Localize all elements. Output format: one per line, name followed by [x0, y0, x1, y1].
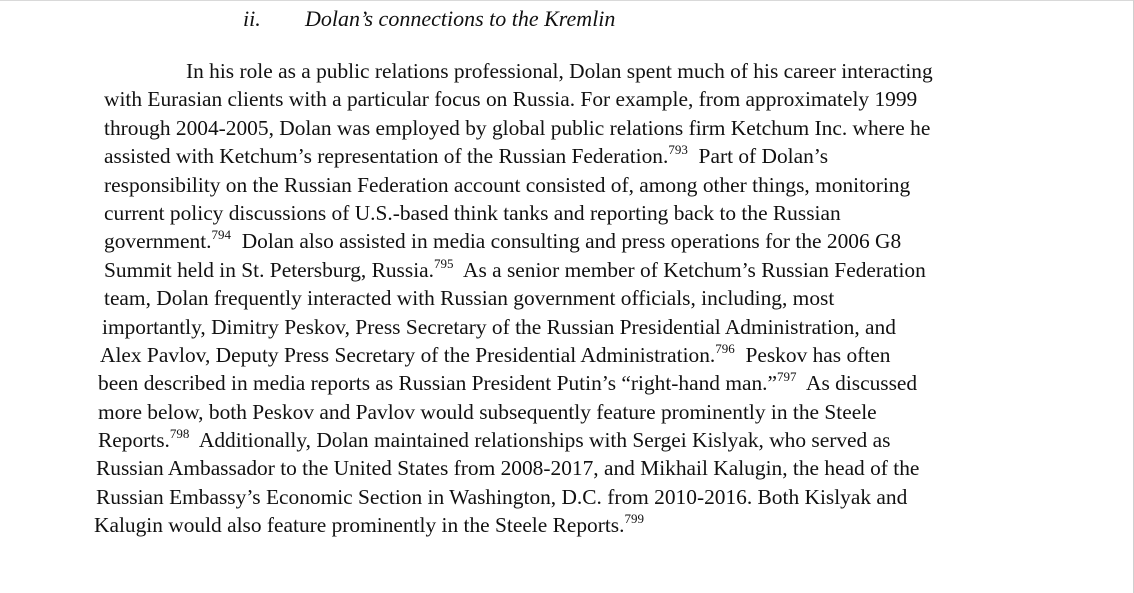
line-text: In his role as a public relations professional, Dolan spent much of his career interacting	[186, 59, 933, 83]
line-text: current policy discussions of U.S.-based think tanks and reporting back to the Russian	[104, 200, 841, 225]
paragraph-line	[94, 284, 1124, 312]
line-text-continued: Peskov has often	[734, 342, 891, 367]
line-text-continued: As discussed	[796, 371, 918, 396]
line-text: Alex Pavlov, Deputy Press Secretary of the Presidential Administration.	[100, 342, 716, 367]
paragraph-line	[94, 142, 1124, 170]
paragraph-line	[94, 85, 1124, 113]
paragraph-line	[94, 256, 1124, 284]
line-text-continued: Dolan also assisted in media consulting and press operations for the 2006 G8	[231, 229, 902, 254]
line-text: Kalugin would also feature prominently in the Steele Reports.	[94, 513, 625, 538]
paragraph-line	[94, 171, 1124, 199]
line-text: Summit held in St. Petersburg, Russia.	[104, 257, 434, 282]
section-number: ii.	[243, 6, 261, 31]
footnote-marker[interactable]: 793	[668, 142, 688, 158]
footnote-marker[interactable]: 797	[777, 369, 797, 385]
line-text: more below, both Peskov and Pavlov would subsequently feature prominently in the Steele	[98, 399, 877, 424]
line-text-continued: As a senior member of Ketchum’s Russian Federation	[453, 257, 926, 282]
paragraph-line	[94, 426, 1124, 454]
line-text: through 2004-2005, Dolan was employed by global public relations firm Ketchum Inc. where he	[104, 115, 931, 140]
section-title: Dolan’s connections to the Kremlin	[305, 6, 616, 31]
paragraph-line	[94, 341, 1124, 369]
line-text: Reports.	[98, 428, 170, 453]
paragraph-line	[94, 398, 1124, 426]
body-paragraph	[94, 57, 1124, 540]
line-text: been described in media reports as Russian President Putin’s “right-hand man.”	[98, 371, 777, 396]
footnote-marker[interactable]: 799	[624, 511, 644, 527]
line-text: Russian Embassy’s Economic Section in Washington, D.C. from 2010-2016. Both Kislyak and	[96, 484, 908, 509]
line-text: responsibility on the Russian Federation account consisted of, among other things, monitoring	[104, 172, 911, 197]
page-top-border	[0, 0, 1134, 1]
line-text: importantly, Dimitry Peskov, Press Secretary of the Russian Presidential Administration, and	[102, 314, 896, 339]
footnote-marker[interactable]: 795	[434, 255, 454, 271]
line-text: with Eurasian clients with a particular focus on Russia. For example, from approximately 1999	[104, 87, 918, 112]
section-heading	[243, 4, 615, 34]
paragraph-line	[94, 57, 1124, 85]
line-text: team, Dolan frequently interacted with Russian government officials, including, most	[104, 286, 835, 311]
line-text: assisted with Ketchum’s representation of the Russian Federation.	[104, 144, 669, 169]
paragraph-line	[94, 483, 1124, 511]
line-text-continued: Part of Dolan’s	[687, 144, 829, 169]
footnote-marker[interactable]: 798	[169, 426, 190, 442]
line-text: government.	[104, 229, 212, 254]
line-text-continued: Additionally, Dolan maintained relationships with Sergei Kislyak, who served as	[189, 428, 891, 453]
footnote-marker[interactable]: 794	[211, 227, 232, 243]
paragraph-line	[94, 313, 1124, 341]
line-text: Russian Ambassador to the United States from 2008-2017, and Mikhail Kalugin, the head of the	[96, 456, 920, 481]
paragraph-line	[94, 227, 1124, 255]
paragraph-line	[94, 199, 1124, 227]
paragraph-line	[94, 454, 1124, 482]
paragraph-line	[94, 114, 1124, 142]
paragraph-line	[94, 369, 1124, 397]
paragraph-line	[94, 511, 1124, 539]
footnote-marker[interactable]: 796	[715, 340, 735, 356]
